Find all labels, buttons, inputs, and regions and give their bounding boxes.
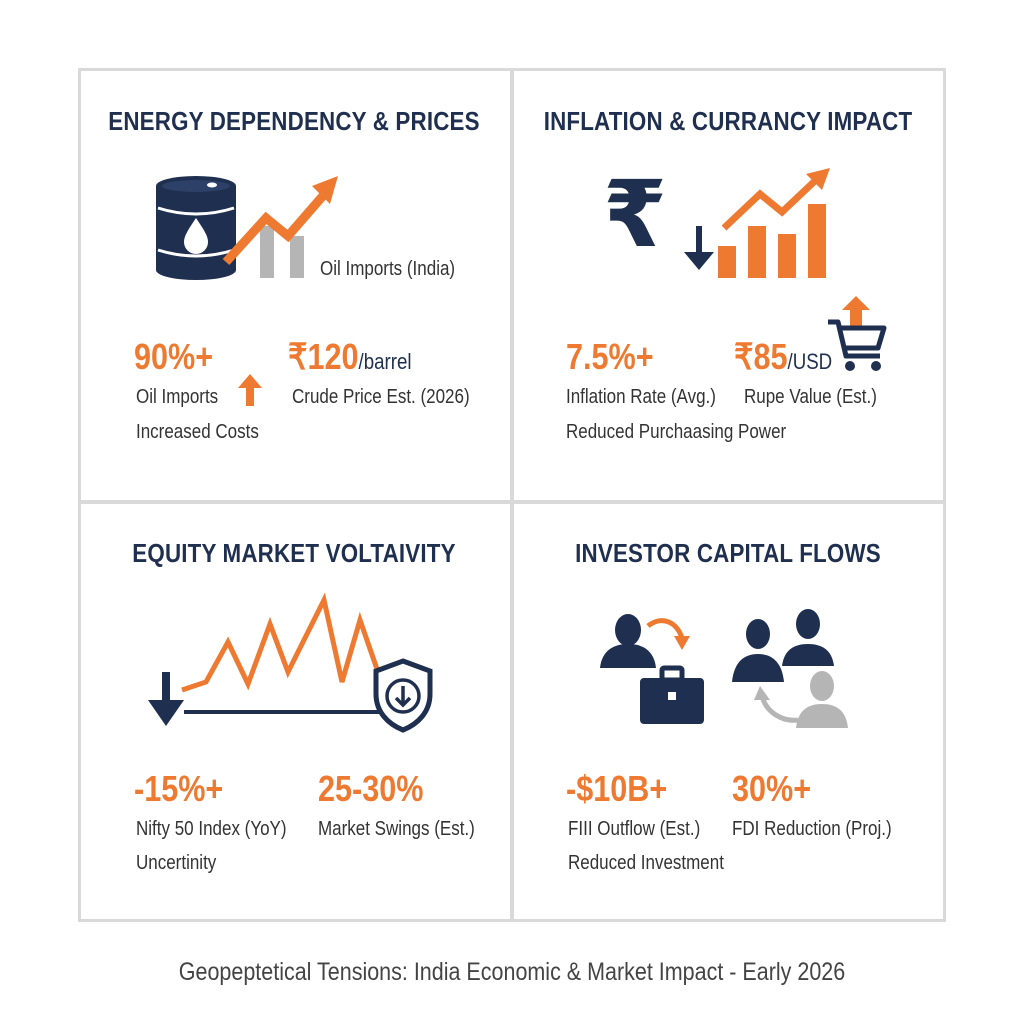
curved-arrow-icon bbox=[752, 684, 800, 724]
stat-value: -15%+ bbox=[134, 768, 224, 809]
curved-arrow-icon bbox=[646, 616, 694, 652]
stat-label: Inflation Rate (Avg.) bbox=[566, 386, 716, 408]
stat-sublabel: Increased Costs bbox=[136, 421, 259, 443]
panel-title: INFLATION & CURRANCY IMPACT bbox=[543, 106, 913, 136]
stat-value bbox=[288, 336, 412, 378]
stat-label: Oil Imports bbox=[136, 386, 219, 408]
shield-icon bbox=[372, 658, 434, 732]
briefcase-icon bbox=[640, 668, 704, 724]
stat-value-text: ₹120 bbox=[288, 336, 359, 377]
stat-label: Rupe Value (Est.) bbox=[744, 386, 877, 408]
panel-inflation bbox=[512, 68, 944, 500]
panel-title: EQUITY MARKET VOLTAIVITY bbox=[132, 538, 456, 568]
stat-label: Nifty 50 Index (YoY) bbox=[136, 818, 287, 840]
panel-title: INVESTOR CAPITAL FLOWS bbox=[575, 538, 881, 568]
stat-label: FIII Outflow (Est.) bbox=[568, 818, 701, 840]
shopping-cart-icon bbox=[826, 296, 890, 372]
infographic-caption: Geopeptetical Tensions: India Economic & Market Impact - Early 2026 bbox=[178, 958, 846, 986]
down-arrow-icon bbox=[684, 226, 714, 270]
rupee-icon bbox=[602, 161, 668, 268]
stat-value: 90%+ bbox=[134, 336, 214, 377]
stat-unit: /barrel bbox=[358, 349, 412, 374]
stat-sublabel: Uncertinity bbox=[136, 852, 217, 874]
stat-label: Crude Price Est. (2026) bbox=[292, 386, 470, 408]
panel-equity bbox=[78, 502, 510, 934]
stat-value-text: ₹85 bbox=[734, 336, 788, 377]
panel-energy bbox=[78, 68, 510, 500]
rupee-symbol: ₹ bbox=[602, 161, 668, 268]
stat-label: FDI Reduction (Proj.) bbox=[732, 818, 892, 840]
stat-value bbox=[734, 336, 832, 378]
stat-sublabel: Reduced Purchaasing Power bbox=[566, 421, 787, 443]
panel-title: ENERGY DEPENDENCY & PRICES bbox=[108, 106, 480, 136]
stat-value: 25-30% bbox=[318, 768, 424, 809]
stat-value: 7.5%+ bbox=[566, 336, 654, 377]
volatility-line-icon bbox=[178, 594, 398, 718]
panel-investor bbox=[512, 502, 944, 934]
chart-label: Oil Imports (India) bbox=[320, 258, 456, 280]
stat-sublabel: Reduced Investment bbox=[568, 852, 724, 874]
stat-value: -$10B+ bbox=[566, 768, 668, 809]
stat-label: Market Swings (Est.) bbox=[318, 818, 475, 840]
stat-unit: /USD bbox=[787, 349, 833, 374]
up-arrow-icon bbox=[238, 374, 262, 406]
bar-chart-icon bbox=[718, 168, 836, 280]
stat-value: 30%+ bbox=[732, 768, 812, 809]
